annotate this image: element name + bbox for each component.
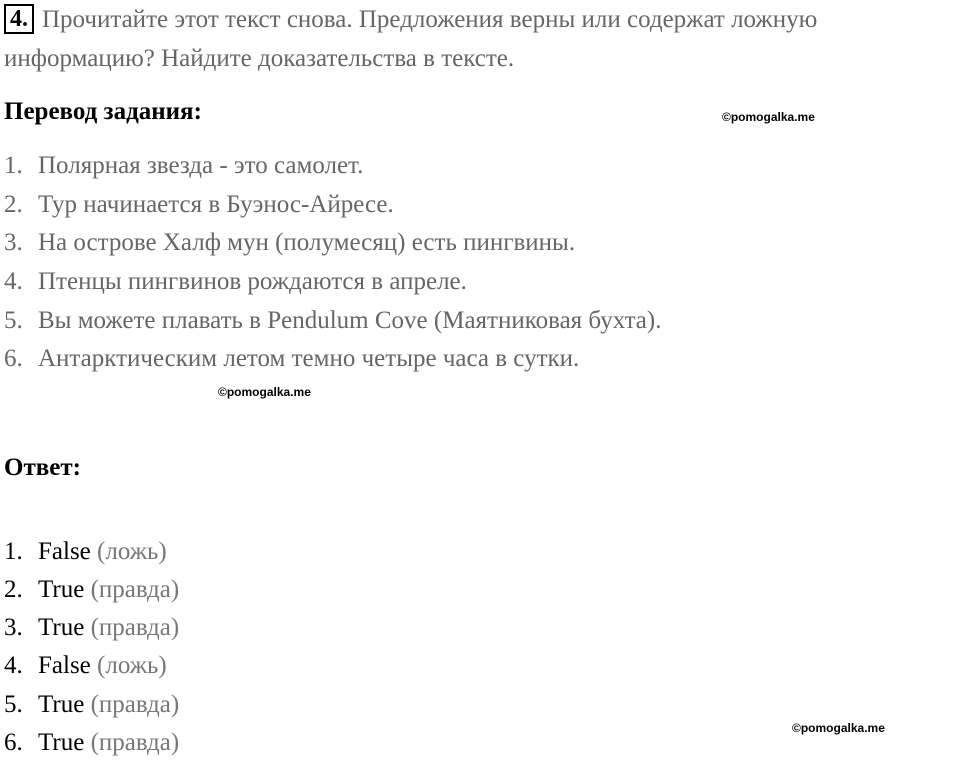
list-item: 4. Птенцы пингвинов рождаются в апреле. [4,268,467,295]
watermark-1: ©pomogalka.me [722,110,815,124]
translation-heading: Перевод задания: [4,98,202,125]
answer-item: 1. False (ложь) [4,538,167,565]
answer-item: 5. True (правда) [4,691,180,718]
watermark-2: ©pomogalka.me [218,385,311,399]
answer-item: 6. True (правда) [4,729,180,756]
task-number: 4. [4,4,34,34]
task-text-1: Прочитайте этот текст снова. Предложения верны или содержат ложную [42,6,818,33]
task-statement-line-2: информацию? Найдите доказательства в тексте. [4,45,515,72]
answer-item: 4. False (ложь) [4,652,167,679]
list-item: 6. Антарктическим летом темно четыре часа в сутки. [4,345,580,372]
answer-item: 2. True (правда) [4,576,180,603]
list-item: 2. Тур начинается в Буэнос-Айресе. [4,191,394,218]
list-item: 1. Полярная звезда - это самолет. [4,152,364,179]
list-item: 3. На острове Халф мун (полумесяц) есть пингвины. [4,229,576,256]
list-item: 5. Вы можете плавать в Pendulum Cove (Маятниковая бухта). [4,307,662,334]
answer-heading: Ответ: [4,454,81,481]
task-statement-line-1 [4,4,817,35]
answer-item: 3. True (правда) [4,614,180,641]
watermark-3: ©pomogalka.me [792,721,885,735]
